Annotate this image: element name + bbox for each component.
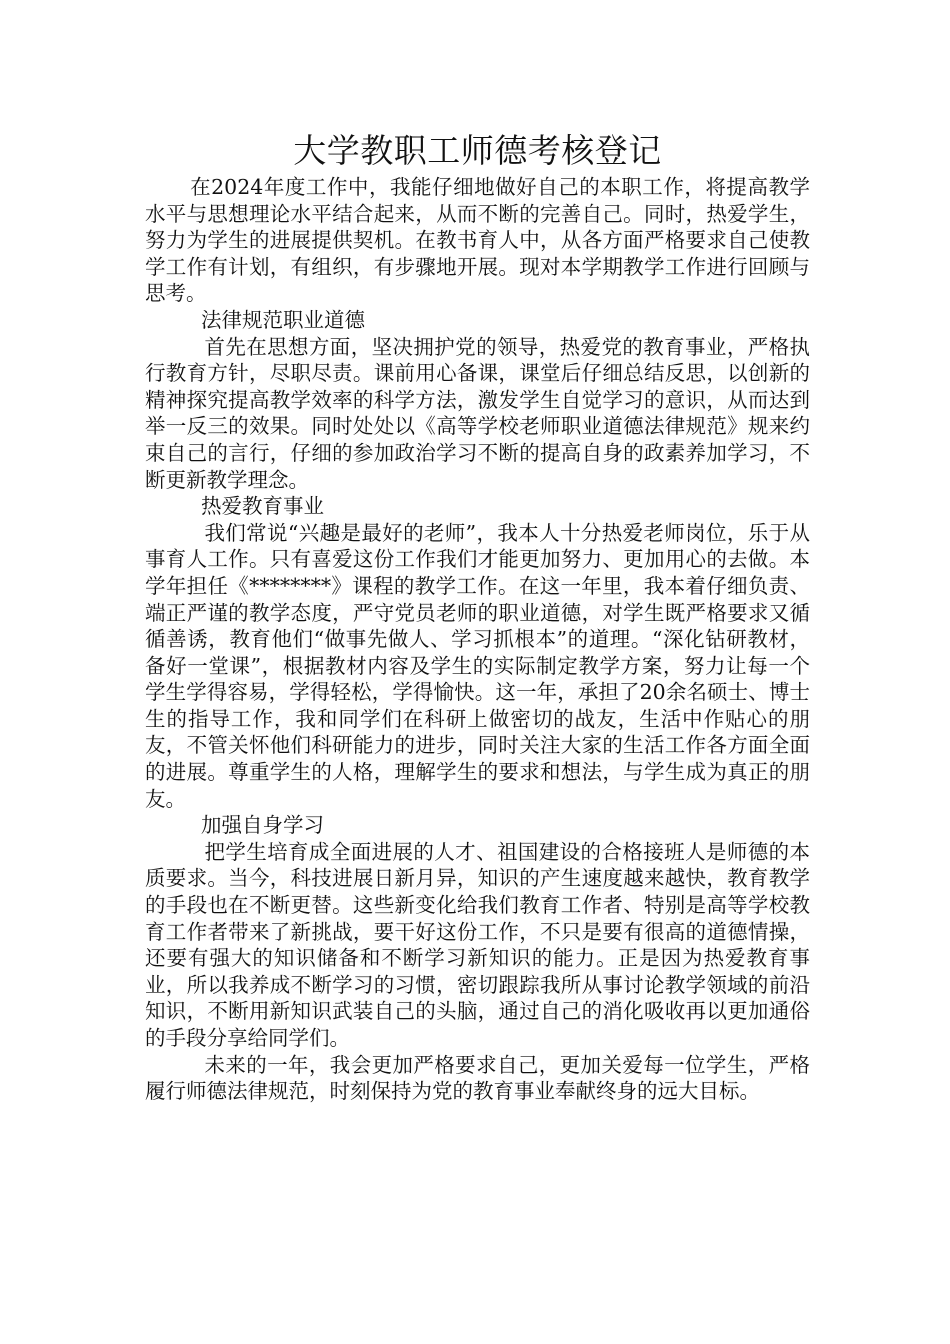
closing-paragraph: 未来的一年，我会更加严格要求自己，更加关爱每一位学生，严格履行师德法律规范，时刻保持为党的教育事业奉献终身的远大目标。 <box>145 1052 810 1104</box>
section-body-passion: 我们常说“兴趣是最好的老师”，我本人十分热爱老师岗位，乐于从事育人工作。只有喜爱这份工作我们才能更加努力、更加用心的去做。本学年担任《********》课程的教学工作。在这一年里，我本着仔细负责、端正严谨的教学态度，严守党员老师的职业道德，对学生既严格要求又循循善诱，教育他们“做事先做人、学习抓根本”的道理。“深化钻研教材，备好一堂课”，根据教材内容及学生的实际制定教学方案，努力让每一个学生学得容易，学得轻松，学得愉快。这一年，承担了20余名硕士、博士生的指导工作，我和同学们在科研上做密切的战友，生活中作贴心的朋友，不管关怀他们科研能力的进步，同时关注大家的生活工作各方面全面的进展。尊重学生的人格，理解学生的要求和想法，与学生成为真正的朋友。 <box>145 520 810 811</box>
section-heading-passion: 热爱教育事业 <box>201 494 324 519</box>
section-heading-ethics: 法律规范职业道德 <box>201 307 365 332</box>
document-title: 大学教职工师德考核登记 <box>293 131 662 170</box>
section-body-ethics: 首先在思想方面，坚决拥护党的领导，热爱党的教育事业，严格执行教育方针，尽职尽责。课前用心备课，课堂后仔细总结反思，以创新的精神探究提高教学效率的科学方法，激发学生自觉学习的意识，从而达到举一反三的效果。同时处处以《高等学校老师职业道德法律规范》规来约束自己的言行，仔细的参加政治学习不断的提高自身的政素养加学习，不断更新教学理念。 <box>145 334 810 492</box>
section-heading-learning: 加强自身学习 <box>201 813 324 838</box>
intro-paragraph: 在2024年度工作中，我能仔细地做好自己的本职工作，将提高教学水平与思想理论水平结合起来，从而不断的完善自己。同时，热爱学生，努力为学生的进展提供契机。在教书育人中，从各方面严格要求自己使教学工作有计划，有组织，有步骤地开展。现对本学期教学工作进行回顾与思考。 <box>145 175 810 306</box>
document-content <box>145 128 810 1105</box>
section-body-learning: 把学生培育成全面进展的人才、祖国建设的合格接班人是师德的本质要求。当今，科技进展日新月异，知识的产生速度越来越快，教育教学的手段也在不断更替。这些新变化给我们教育工作者、特别是高等学校教育工作者带来了新挑战，要干好这份工作，不只是要有很高的道德情操，还要有强大的知识储备和不断学习新知识的能力。正是因为热爱教育事业，所以我养成不断学习的习惯，密切跟踪我所从事讨论教学领域的前沿知识，不断用新知识武装自己的头脑，通过自己的消化吸收再以更加通俗的手段分享给同学们。 <box>145 839 810 1050</box>
